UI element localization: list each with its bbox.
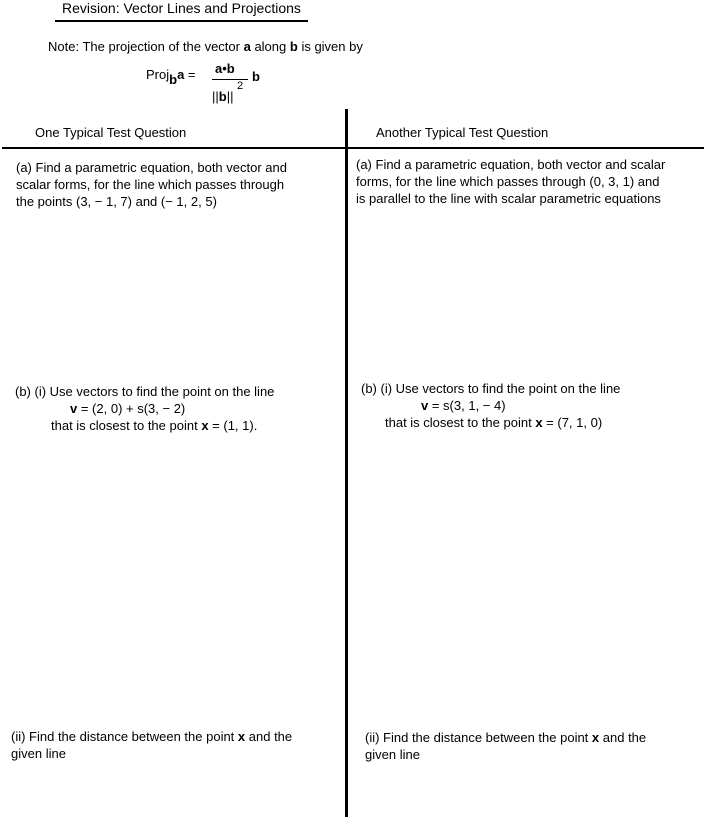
left-b-line3-pre: that is closest to the point xyxy=(51,418,202,433)
norm-close: || xyxy=(226,89,234,104)
title-underline xyxy=(55,20,308,22)
formula-vector-b: b xyxy=(252,69,260,84)
left-question-b-line3 xyxy=(51,417,257,434)
right-ii-vector-x: x xyxy=(591,730,600,745)
left-vector-x: x xyxy=(201,418,209,433)
right-a-line: (a) Find a parametric equation, both vector and scalar xyxy=(356,157,666,172)
proj-text: Proj xyxy=(146,67,170,82)
right-b-line3-post: = (7, 1, 0) xyxy=(542,415,603,430)
left-b-line3-post: = (1, 1). xyxy=(208,418,258,433)
left-vector-v: v xyxy=(70,401,78,416)
right-ii-pre: (ii) Find the distance between the point xyxy=(365,730,592,745)
left-question-a xyxy=(16,159,287,210)
right-a-line: forms, for the line which passes through (0, 3, 1) and xyxy=(356,174,660,189)
right-a-line: is parallel to the line with scalar parametric equations xyxy=(356,191,661,206)
left-ii-line2: given line xyxy=(11,746,66,761)
note-prefix: Note: The projection of the vector xyxy=(48,39,244,54)
left-a-line: (a) Find a parametric equation, both vector and xyxy=(16,160,287,175)
right-question-b-line3 xyxy=(385,414,602,431)
right-question-b-equation xyxy=(421,397,506,414)
norm-open: || xyxy=(212,89,219,104)
note-vector-a: a xyxy=(243,39,251,54)
fraction-denominator xyxy=(212,88,233,105)
right-question-a xyxy=(356,156,665,207)
right-ii-line2: given line xyxy=(365,747,420,762)
page-title: Revision: Vector Lines and Projections xyxy=(62,0,301,16)
left-ii-line1 xyxy=(11,728,292,745)
left-a-line: scalar forms, for the line which passes through xyxy=(16,177,285,192)
right-ii-post: and the xyxy=(599,730,647,745)
left-v-equation: = (2, 0) + s(3, − 2) xyxy=(77,401,186,416)
proj-subscript-b: b xyxy=(169,72,178,87)
proj-equals: = xyxy=(184,67,196,82)
column-divider-horizontal xyxy=(2,147,704,149)
projection-formula-lhs xyxy=(146,66,196,87)
left-ii-post: and the xyxy=(245,729,293,744)
note-suffix: is given by xyxy=(297,39,363,54)
left-column-heading: One Typical Test Question xyxy=(35,125,187,140)
proj-vector-a: a xyxy=(177,67,185,82)
right-ii-line1 xyxy=(365,729,646,746)
right-column-heading: Another Typical Test Question xyxy=(376,125,549,140)
fraction-exponent: 2 xyxy=(237,80,244,92)
norm-vector-b: b xyxy=(218,89,227,104)
left-question-ii xyxy=(11,728,292,762)
note-mid: along xyxy=(250,39,290,54)
note-vector-b: b xyxy=(289,39,298,54)
left-ii-pre: (ii) Find the distance between the point xyxy=(11,729,238,744)
left-question-b-equation xyxy=(70,400,185,417)
right-vector-v: v xyxy=(421,398,429,413)
left-a-line: the points (3, − 1, 7) and (− 1, 2, 5) xyxy=(16,194,217,209)
projection-note xyxy=(48,38,363,55)
right-b-line3-pre: that is closest to the point xyxy=(385,415,536,430)
fraction-numerator: a•b xyxy=(215,61,235,76)
left-question-b-line1: (b) (i) Use vectors to find the point on the line xyxy=(15,384,275,399)
column-divider-vertical xyxy=(345,109,348,817)
right-question-b-line1: (b) (i) Use vectors to find the point on the line xyxy=(361,381,621,396)
right-question-ii xyxy=(365,729,646,763)
right-v-equation: = s(3, 1, − 4) xyxy=(428,398,506,413)
right-vector-x: x xyxy=(535,415,543,430)
left-ii-vector-x: x xyxy=(237,729,246,744)
